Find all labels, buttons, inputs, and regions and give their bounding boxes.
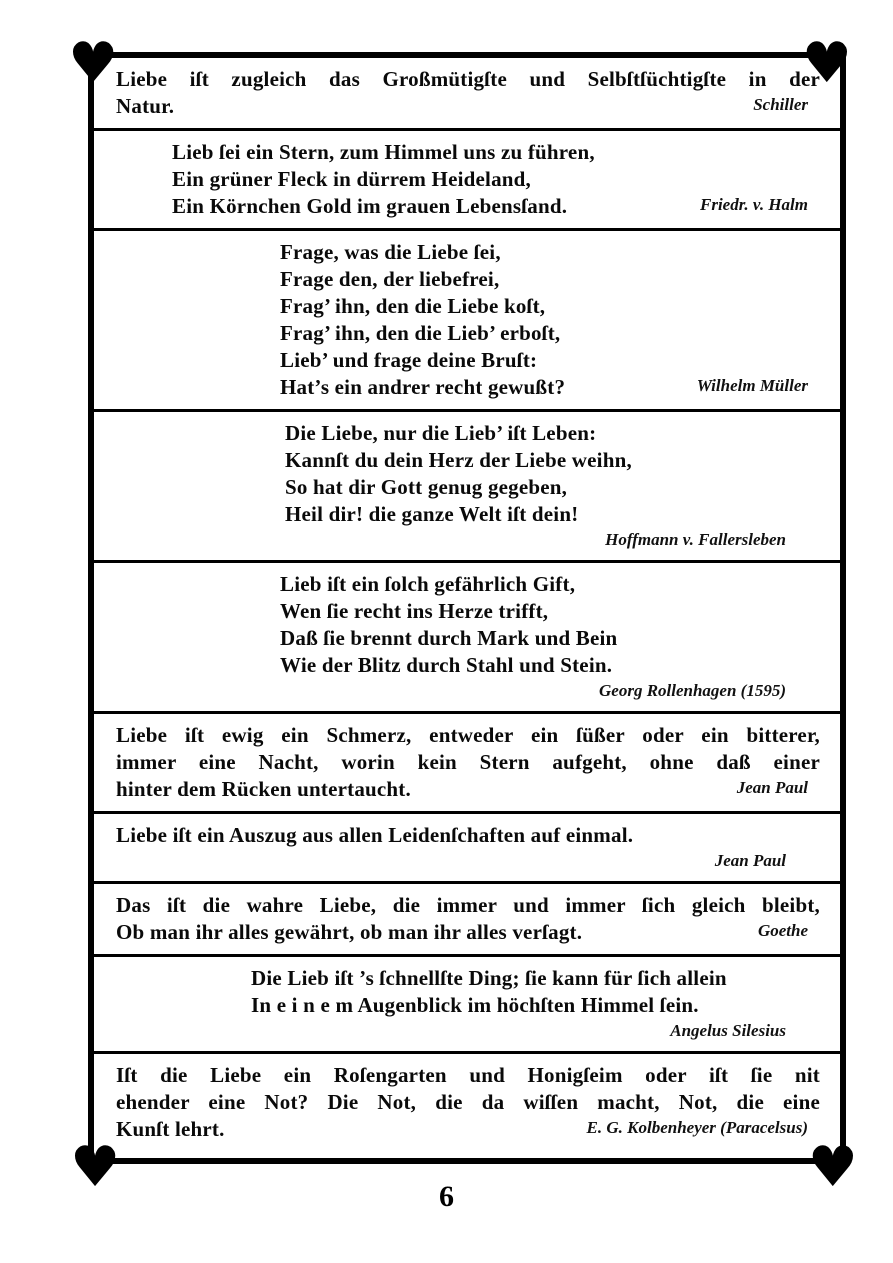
decorative-border-frame [68,31,858,1200]
quote-line: Hat’s ein andrer recht gewußt? [280,375,566,399]
quote-author: Jean Paul [736,778,808,797]
quote-line: Liebe iſt ein Auszug aus allen Leidenſchaften auf einmal. [116,823,634,847]
quote-line: Ob man ihr alles gewährt, ob man ihr alles verſagt. [116,920,583,944]
quote-section [94,884,840,954]
quote-text [251,965,820,1019]
quote-section [94,957,840,1051]
quote-line: Heil dir! die ganze Welt iſt dein! [285,502,579,526]
quote-text [280,571,820,679]
quotes-container [94,58,840,1151]
quote-text [285,420,820,528]
quote-author: Wilhelm Müller [696,376,808,395]
quote-line: Lieb iſt ein ſolch gefährlich Gift, [280,572,576,596]
quote-line: Die Lieb iſt ’s ſchnellſte Ding; ſie kann für ſich allein [251,966,727,990]
quote-section [94,1054,840,1151]
quote-line: Wen ſie recht ins Herze trifft, [280,599,549,623]
quote-author: Georg Rollenhagen (1595) [599,681,786,700]
quote-line: Frag’ ihn, den die Liebe koſt, [280,294,546,318]
quote-line: In e i n e m Augenblick im höchſten Himmel ſein. [251,993,699,1017]
quote-section [94,563,840,711]
heart-icon: ♥ [801,31,852,96]
quote-line: immer eine Nacht, worin kein Stern aufgeht, ohne daß einer [116,750,820,774]
quote-author: Jean Paul [714,851,786,870]
quote-section [94,231,840,409]
quote-line: Die Liebe, nur die Lieb’ iſt Leben: [285,421,597,445]
quote-text [116,722,820,803]
quote-author: Friedr. v. Halm [700,195,808,214]
quote-line: Lieb ſei ein Stern, zum Himmel uns zu führen, [172,140,595,164]
heart-icon: ♥ [807,1135,858,1200]
quote-section [94,412,840,560]
quote-line: Wie der Blitz durch Stahl und Stein. [280,653,613,677]
quote-line: Liebe iſt ewig ein Schmerz, entweder ein ſüßer oder ein bitterer, [116,723,820,747]
quote-line: hinter dem Rücken untertaucht. [116,777,411,801]
quote-text [116,822,820,849]
quote-line: Liebe iſt zugleich das Großmütigſte und Selbſtſüchtigſte in der [116,67,820,91]
heart-icon: ♥ [68,31,119,96]
quote-section [94,131,840,228]
quote-section [94,714,840,811]
quote-author: Hoffmann v. Fallersleben [605,530,786,549]
quote-author: Goethe [757,921,808,940]
quote-line: Ein Körnchen Gold im grauen Lebensſand. [172,194,568,218]
quote-line: Daß ſie brennt durch Mark und Bein [280,626,618,650]
quote-text [116,892,820,946]
quote-author: Angelus Silesius [670,1021,786,1040]
quote-text [116,66,820,120]
quote-section [94,814,840,881]
quote-section [94,58,840,128]
quote-line: ehender eine Not? Die Not, die da wiſſen macht, Not, die eine [116,1090,820,1114]
quote-line: Frag’ ihn, den die Lieb’ erboſt, [280,321,561,345]
quote-line: Das iſt die wahre Liebe, die immer und immer ſich gleich bleibt, [116,893,820,917]
quote-line: Natur. [116,94,175,118]
quote-line: So hat dir Gott genug gegeben, [285,475,568,499]
quote-line: Lieb’ und frage deine Bruſt: [280,348,538,372]
page-number: 6 [439,1180,454,1213]
quote-line: Kunſt lehrt. [116,1117,225,1141]
quote-line: Ein grüner Fleck in dürrem Heideland, [172,167,531,191]
quote-line: Iſt die Liebe ein Roſengarten und Honigſeim oder iſt ſie nit [116,1063,820,1087]
quote-line: Kannſt du dein Herz der Liebe weihn, [285,448,632,472]
quote-line: Frage, was die Liebe ſei, [280,240,501,264]
quote-author: Schiller [753,95,808,114]
quote-author: E. G. Kolbenheyer (Paracelsus) [586,1118,808,1137]
quote-line: Frage den, der liebefrei, [280,267,500,291]
heart-icon: ♥ [70,1135,121,1200]
